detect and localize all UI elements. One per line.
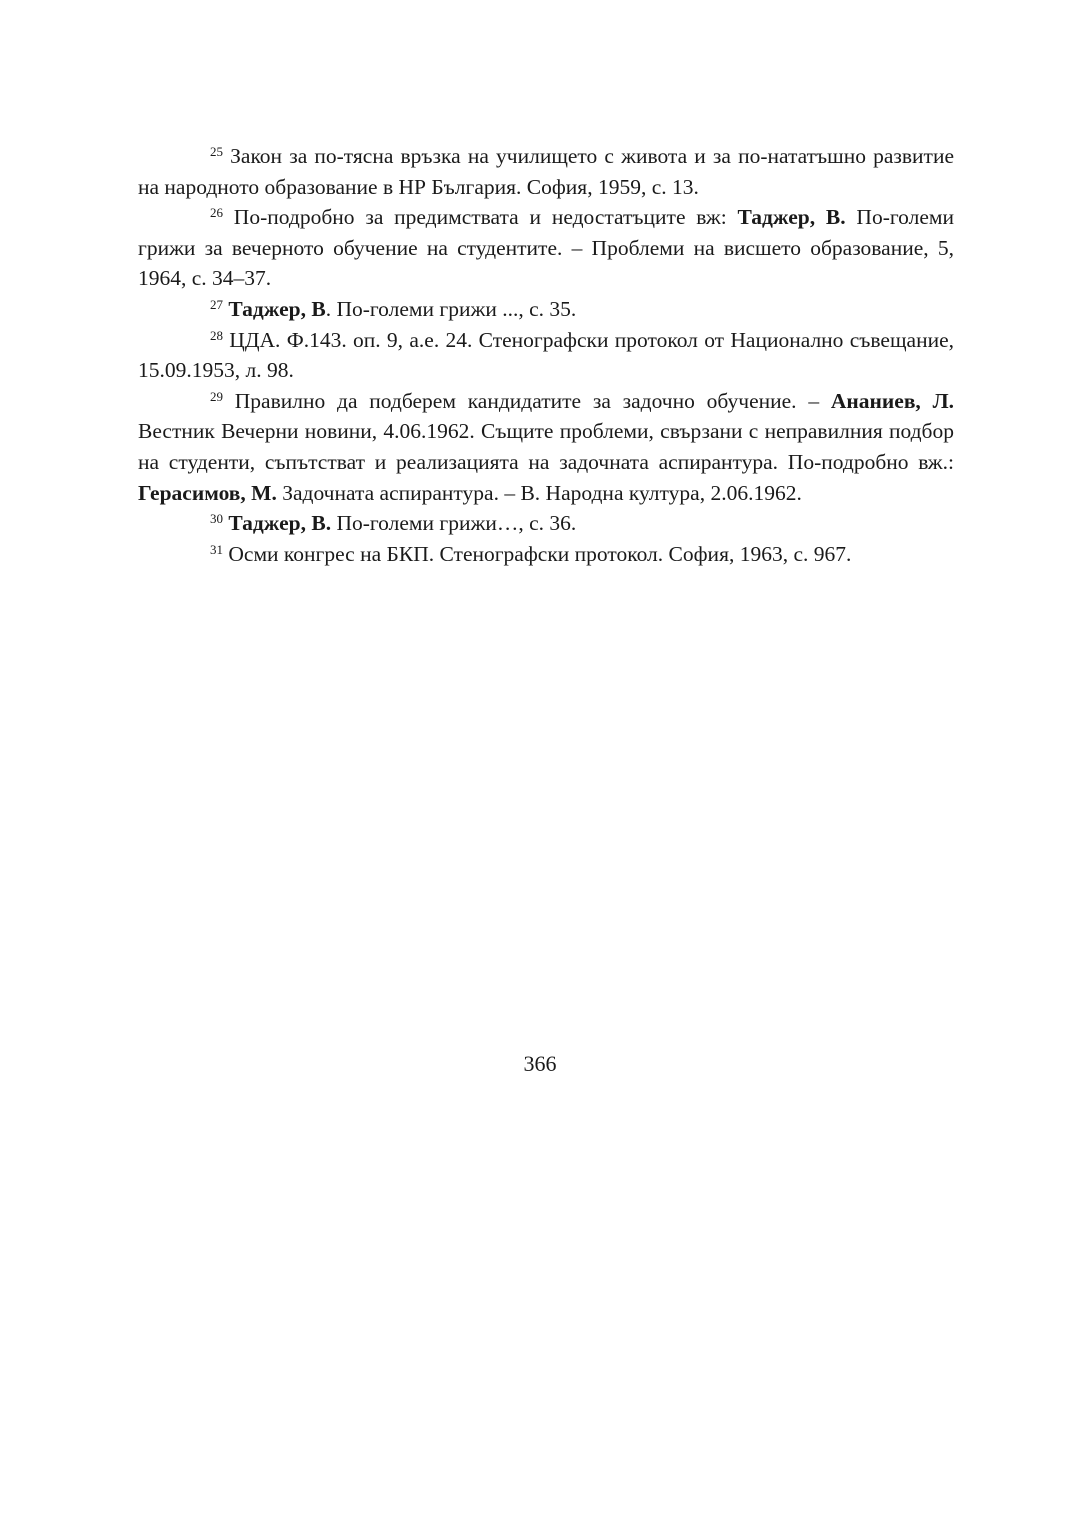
footnote-31 bbox=[138, 539, 954, 570]
footnote-text: Правилно да подберем кандидатите за задочно обучение. – bbox=[223, 388, 831, 413]
footnote-number: 30 bbox=[210, 510, 223, 526]
footnote-text: Задочната аспирантура. – В. Народна култура, 2.06.1962. bbox=[276, 480, 802, 505]
footnote-28 bbox=[138, 325, 954, 386]
footnote-text: Осми конгрес на БКП. Стенографски протокол. София, 1963, с. 967. bbox=[223, 541, 852, 566]
footnote-number: 29 bbox=[210, 388, 223, 404]
footnote-text: По-големи грижи…, с. 36. bbox=[331, 511, 577, 536]
footnote-27 bbox=[138, 294, 954, 325]
footnote-number: 28 bbox=[210, 327, 223, 343]
footnote-text: . По-големи грижи ..., с. 35. bbox=[325, 296, 577, 321]
footnote-text: По-големи грижи за вечерното обучение на студентите. – Проблеми на висшето образование, 5, 1964, с. 34–37. bbox=[138, 205, 955, 291]
footnote-29 bbox=[138, 386, 954, 508]
page-number: 366 bbox=[523, 1051, 557, 1076]
footnote-number: 27 bbox=[210, 296, 223, 312]
footnote-30 bbox=[138, 508, 954, 539]
footnote-25 bbox=[138, 141, 954, 202]
author-name: Таджер, В bbox=[228, 296, 326, 321]
footnote-text: По-подробно за предимствата и недостатъците вж: bbox=[223, 205, 738, 230]
footnotes-block bbox=[138, 141, 954, 569]
author-name: Таджер, В. bbox=[737, 205, 846, 230]
footnote-number: 25 bbox=[210, 143, 223, 159]
footnote-number: 26 bbox=[210, 205, 223, 221]
author-name: Герасимов, М. bbox=[138, 480, 277, 505]
author-name: Таджер, В. bbox=[228, 511, 332, 536]
footnote-text: Закон за по-тясна връзка на училището с живота и за по-нататъшно развитие на народното образование в НР България. София, 1959, с. 13. bbox=[138, 144, 954, 199]
footnote-text: Вестник Вечерни новини, 4.06.1962. Същите проблеми, свързани с неправилния подбор на студенти, съпътстват и реализацията на задочната аспирантура. По-подробно вж.: bbox=[138, 419, 954, 474]
footnote-number: 31 bbox=[210, 541, 223, 557]
footnote-text: ЦДА. Ф.143. оп. 9, а.е. 24. Стенографски протокол от Национално съвещание, 15.09.1953, л. 98. bbox=[138, 327, 954, 383]
author-name: Ананиев, Л. bbox=[830, 388, 954, 413]
footnote-26 bbox=[138, 202, 954, 294]
